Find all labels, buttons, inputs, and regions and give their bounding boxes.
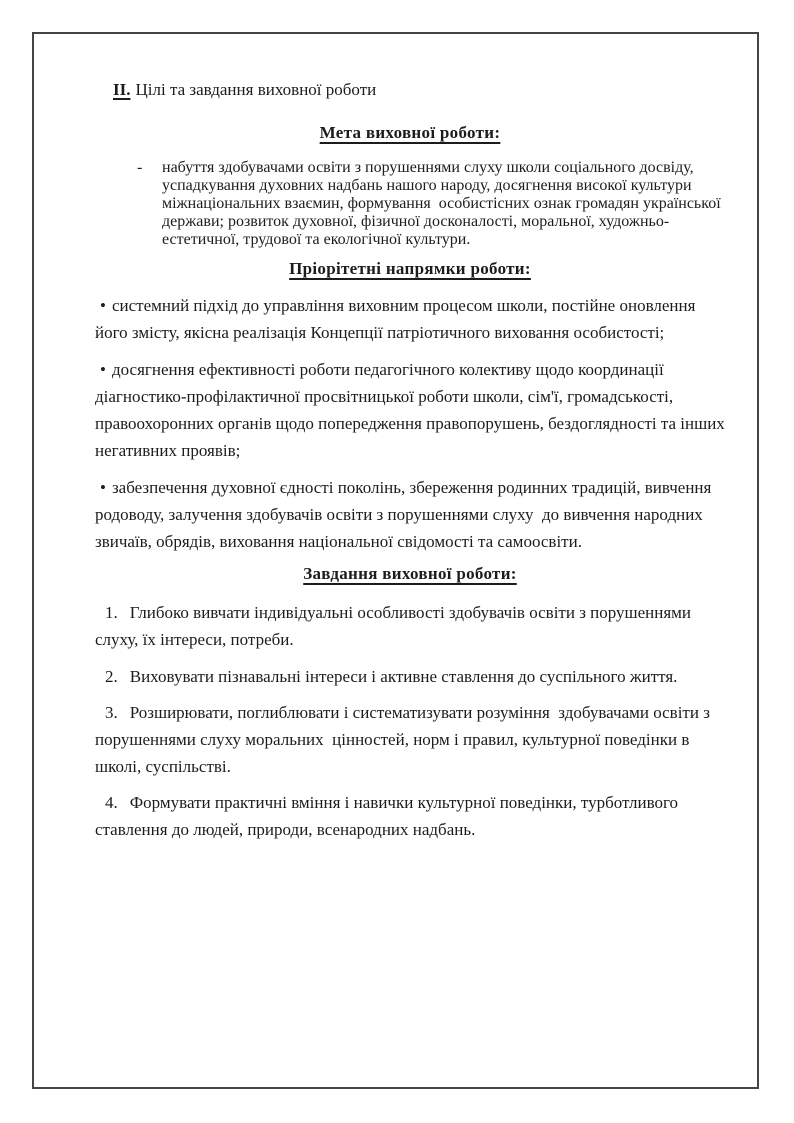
numbered-item [95,789,725,843]
item-number: 3. [105,703,118,722]
bullet-marker: • [100,296,106,315]
heading-meta-vykhovnoi-roboty: Мета виховної роботи: [319,123,501,142]
bullet-marker: • [100,360,106,379]
bullet-text: досягнення ефективності роботи педагогічного колективу щодо координації діагностико-профілактичної просвітницької роботи школи, сім'ї, громадськості, правоохоронних органів щодо попередження правопорушень, бездоглядності та інших негативних проявів; [95,360,730,460]
item-number: 4. [105,793,118,812]
bullet-paragraph [95,474,725,555]
dash-marker: - [137,159,143,176]
section-heading [113,76,725,103]
numbered-item [95,599,725,653]
bullet-paragraph [95,356,730,464]
dash-item-text: набуття здобувачами освіти з порушеннями слуху школи соціального досвіду, успадкування духовних надбань нашого народу, досягнення високої культури міжнаціональних взаємин, формування особистісних ознак громадян української держави; розвиток духовної, фізичної досконалості, моральної, художньо-естетичної, трудової та екологічної культури. [162,159,725,248]
section-title-text: Цілі та завдання виховної роботи [135,80,377,99]
heading-zavdannia-vykhovnoi-roboty: Завдання виховної роботи: [303,564,517,583]
bullet-text: забезпечення духовної єдності поколінь, збереження родинних традицій, вивчення родоводу, залучення здобувачів освіти з порушеннями слуху до вивчення народних звичаїв, обрядів, виховання національної свідомості та самоосвіти. [95,478,716,551]
bullet-marker: • [100,478,106,497]
heading-priorytetni-napriamky: Пріорітетні напрямки роботи: [289,259,531,278]
numbered-item-text: Глибоко вивчати індивідуальні особливості здобувачів освіти з порушеннями слуху, їх інтереси, потреби. [95,603,696,649]
dash-list-item [95,159,725,249]
page-content [95,76,730,843]
numbered-item [95,699,725,780]
bullet-paragraph [95,292,725,346]
numbered-item [95,663,725,690]
bullet-text: системний підхід до управління виховним процесом школи, постійне оновлення його змісту, якісна реалізація Концепції патріотичного виховання особистості; [95,296,700,342]
page-border-frame [32,32,759,1089]
numbered-item-text: Формувати практичні вміння і навички культурної поведінки, турботливого ставлення до людей, природи, всенародних надбань. [95,793,683,839]
numbered-item-text: Виховувати пізнавальні інтереси і активне ставлення до суспільного життя. [129,667,678,686]
section-number: II. [113,80,131,99]
item-number: 2. [105,667,118,686]
numbered-item-text: Розширювати, поглиблювати і систематизувати розуміння здобувачами освіти з порушеннями слуху моральних цінностей, норм і правил, культурної поведінки в школі, суспільстві. [95,703,715,776]
item-number: 1. [105,603,118,622]
